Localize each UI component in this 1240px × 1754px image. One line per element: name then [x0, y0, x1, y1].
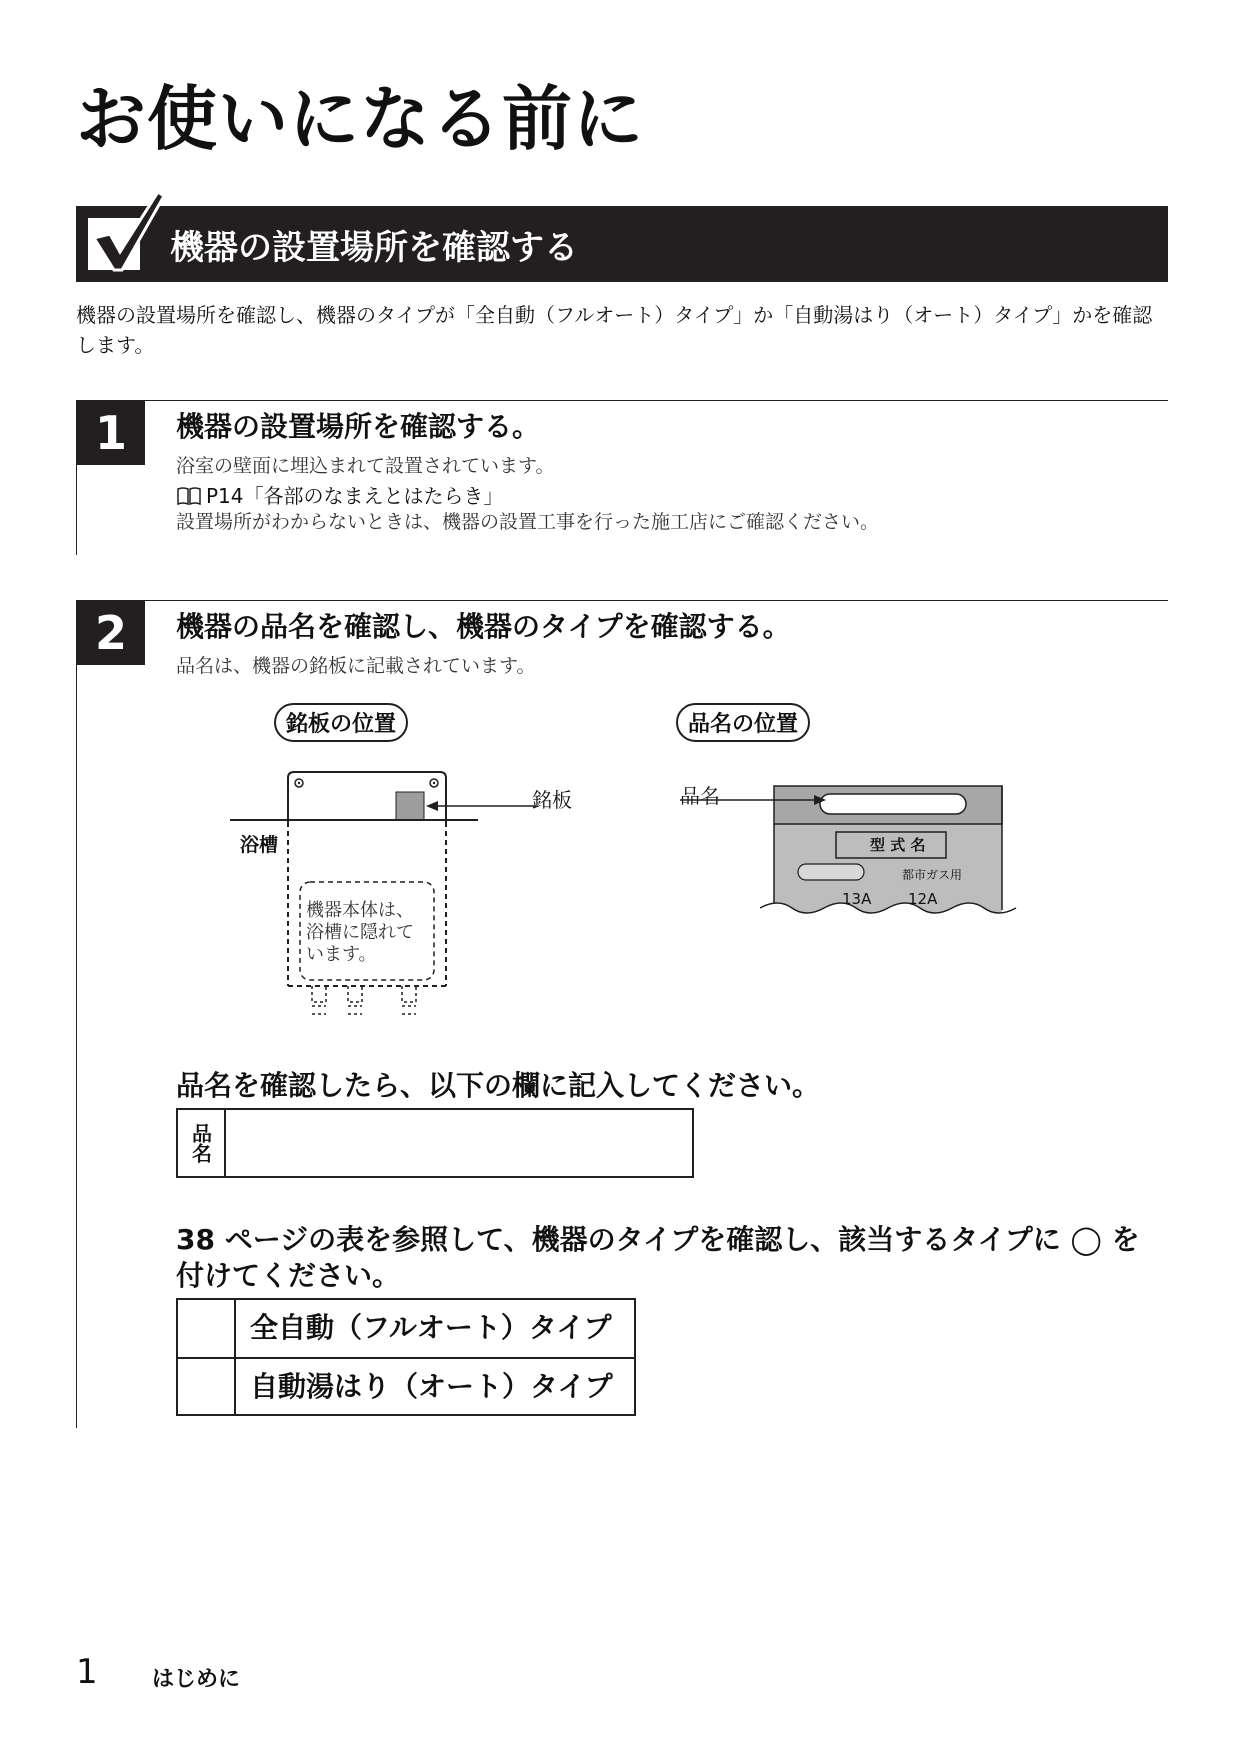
- note-line: 浴槽に隠れて: [306, 922, 414, 943]
- nameplate: [396, 792, 424, 820]
- step-1-reference: [176, 480, 504, 509]
- step-1-note: 設置場所がわからないときは、機器の設置工事を行った施工店にご確認ください。: [176, 511, 880, 533]
- fill-in-instruction: 品名を確認したら、以下の欄に記入してください。: [176, 1069, 821, 1102]
- type-option-label: 自動湯はり（オート）タイプ: [250, 1370, 613, 1403]
- type-instruction-line-1: 38 ページの表を参照して、機器のタイプを確認し、該当するタイプに ◯ を: [176, 1223, 1140, 1256]
- section-footer: はじめに: [152, 1667, 241, 1692]
- type-option-label: 全自動（フルオート）タイプ: [250, 1311, 612, 1344]
- step-1-text: 浴室の壁面に埋込まれて設置されています。: [176, 455, 555, 477]
- checkmark-icon: [80, 190, 170, 280]
- step-1-number: 1: [77, 401, 145, 465]
- book-icon: [176, 486, 202, 506]
- type-check-cell[interactable]: [178, 1300, 236, 1357]
- gas-type-13a: 13A: [842, 890, 872, 908]
- type-instruction-line-2: 付けてください。: [176, 1259, 401, 1292]
- pipe-fittings: [312, 986, 416, 1014]
- plate-callout: 銘板: [532, 788, 572, 812]
- page-number: 1: [76, 1652, 98, 1692]
- type-table: [176, 1298, 636, 1416]
- note-line: います。: [306, 944, 377, 965]
- step-1-title: 機器の設置場所を確認する。: [176, 410, 541, 443]
- section-intro: 機器の設置場所を確認し、機器のタイプが「全自動（フルオート）タイプ」か「自動湯はり（オート）タイプ」かを確認します。: [76, 303, 1153, 357]
- step-2-rule: [76, 600, 1168, 601]
- step-2-number: 2: [77, 601, 145, 665]
- type-row[interactable]: [178, 1300, 634, 1357]
- hidden-unit-note: [306, 900, 414, 966]
- model-name-label: 型 式 名: [870, 836, 926, 854]
- step-2-title: 機器の品名を確認し、機器のタイプを確認する。: [176, 610, 791, 643]
- plate-position-label: 銘板の位置: [274, 703, 408, 742]
- note-line: 機器本体は、: [306, 900, 414, 921]
- step-2-vertical-rule: [76, 600, 77, 1428]
- gas-type-12a: 12A: [908, 890, 938, 908]
- type-check-cell[interactable]: [178, 1359, 236, 1414]
- type-row[interactable]: [178, 1357, 634, 1414]
- section-heading: 機器の設置場所を確認する: [170, 228, 578, 268]
- product-name-slot: [820, 794, 966, 814]
- name-position-label: 品名の位置: [676, 703, 810, 742]
- product-name-field-label: 品名: [178, 1110, 226, 1176]
- product-name-callout: 品名: [680, 784, 720, 808]
- reference-link: P14「各部のなまえとはたらき」: [206, 484, 504, 508]
- step-1-rule: [76, 400, 1168, 401]
- page-title: お使いになる前に: [76, 78, 644, 160]
- tub-label: 浴槽: [240, 834, 279, 856]
- product-name-field[interactable]: [176, 1108, 694, 1178]
- step-2-text: 品名は、機器の銘板に記載されています。: [176, 655, 536, 677]
- name-arrow: [680, 790, 830, 810]
- city-gas-label: 都市ガス用: [902, 868, 963, 882]
